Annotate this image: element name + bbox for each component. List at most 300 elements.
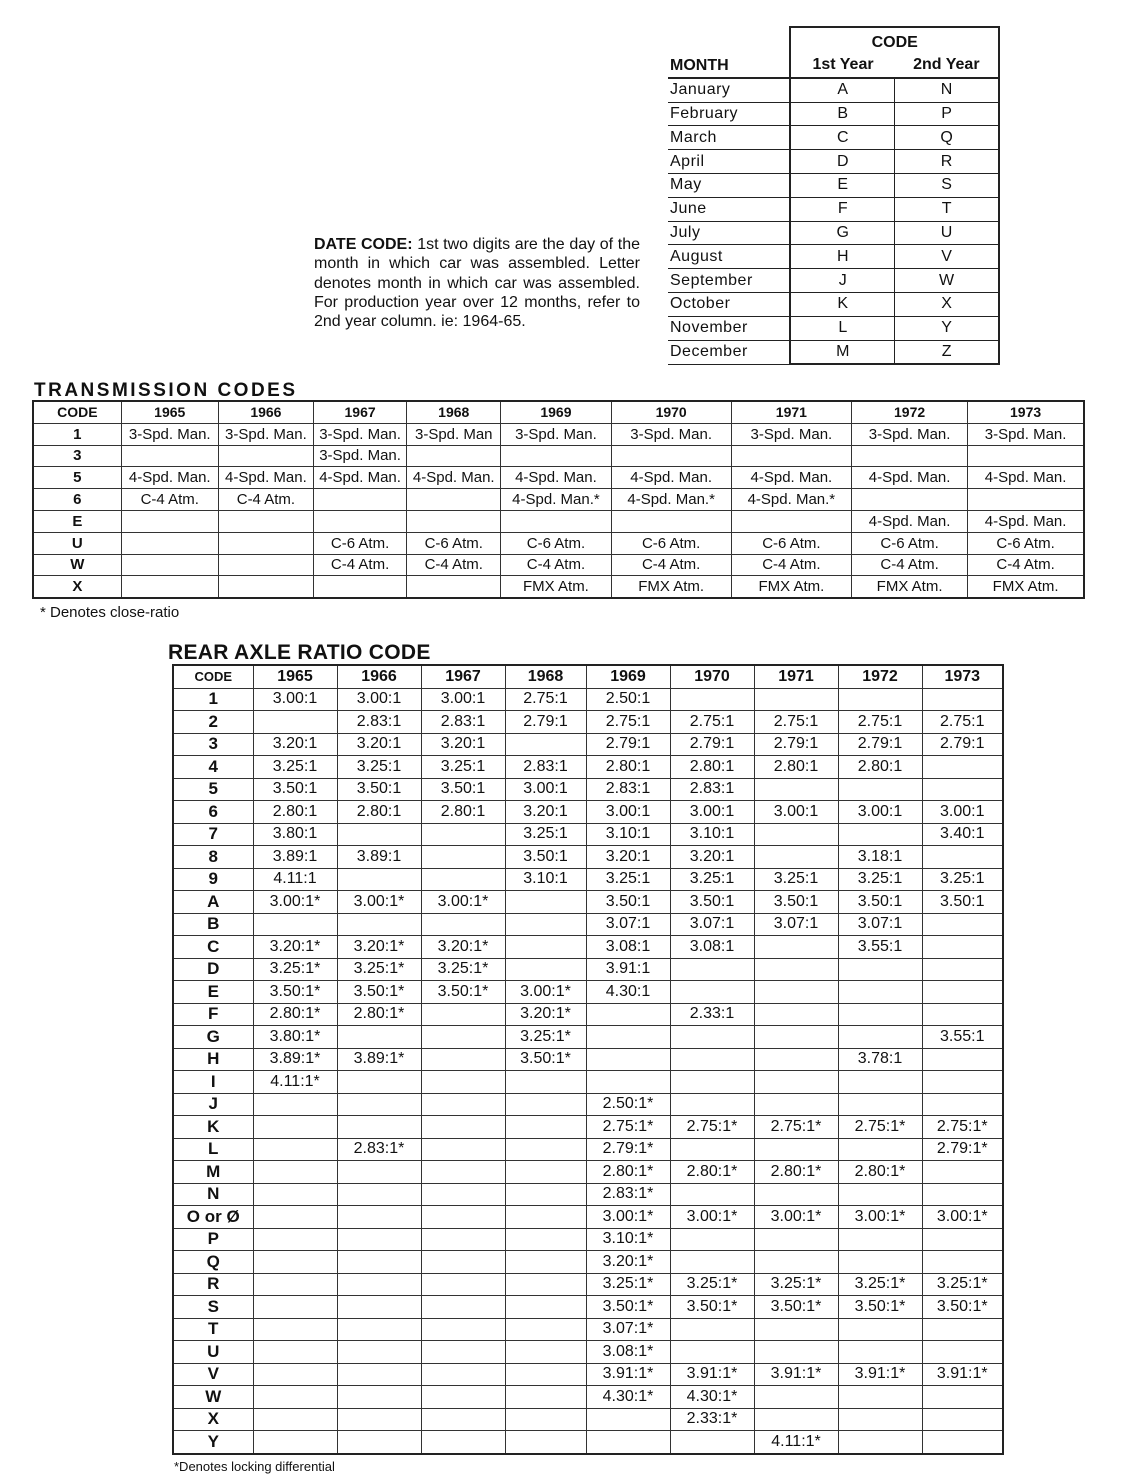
rear-axle-year-header: 1967 xyxy=(421,665,505,688)
rear-axle-value-cell: 2.79:1 xyxy=(754,733,838,756)
first-year-code: G xyxy=(790,221,894,245)
rear-axle-code-cell: U xyxy=(173,1341,253,1364)
rear-axle-value-cell: 3.91:1* xyxy=(922,1363,1003,1386)
rear-axle-value-cell: 2.80:1 xyxy=(253,801,337,824)
rear-axle-value-cell: 3.20:1 xyxy=(505,801,586,824)
rear-axle-value-cell: 2.75:1* xyxy=(754,1116,838,1139)
rear-axle-row xyxy=(173,1026,1003,1049)
transmission-value-cell: 3-Spd. Man. xyxy=(851,423,967,445)
transmission-code-cell: W xyxy=(33,554,121,576)
rear-axle-value-cell: 3.18:1 xyxy=(838,846,922,869)
rear-axle-value-cell: 2.75:1 xyxy=(670,711,754,734)
rear-axle-code-cell: Q xyxy=(173,1251,253,1274)
rear-axle-row xyxy=(173,1318,1003,1341)
rear-axle-value-cell xyxy=(253,1206,337,1229)
rear-axle-code-cell: F xyxy=(173,1003,253,1026)
rear-axle-code-cell: 1 xyxy=(173,688,253,711)
rear-axle-value-cell xyxy=(838,1071,922,1094)
rear-axle-value-cell xyxy=(505,1183,586,1206)
rear-axle-value-cell xyxy=(505,1071,586,1094)
rear-axle-row xyxy=(173,733,1003,756)
transmission-row xyxy=(33,489,1084,511)
second-year-column-header: 2nd Year xyxy=(895,54,999,78)
rear-axle-value-cell: 3.20:1* xyxy=(421,936,505,959)
rear-axle-value-cell: 2.79:1 xyxy=(922,733,1003,756)
second-year-code: P xyxy=(895,102,999,126)
transmission-value-cell: C-6 Atm. xyxy=(501,532,611,554)
rear-axle-value-cell: 4.11:1* xyxy=(253,1071,337,1094)
month-row xyxy=(668,102,999,126)
month-row xyxy=(668,221,999,245)
rear-axle-value-cell: 3.00:1* xyxy=(337,891,421,914)
rear-axle-value-cell xyxy=(337,868,421,891)
rear-axle-value-cell: 2.80:1* xyxy=(754,1161,838,1184)
rear-axle-year-header: 1969 xyxy=(586,665,670,688)
rear-axle-value-cell: 3.50:1* xyxy=(253,981,337,1004)
rear-axle-value-cell: 2.80:1 xyxy=(670,756,754,779)
rear-axle-value-cell: 3.20:1* xyxy=(505,1003,586,1026)
rear-axle-value-cell: 3.20:1 xyxy=(253,733,337,756)
rear-axle-code-cell: 8 xyxy=(173,846,253,869)
month-name: March xyxy=(668,126,790,150)
transmission-value-cell: C-6 Atm. xyxy=(407,532,501,554)
rear-axle-value-cell xyxy=(754,1138,838,1161)
rear-axle-value-cell xyxy=(586,1431,670,1454)
rear-axle-value-cell xyxy=(754,981,838,1004)
rear-axle-row xyxy=(173,868,1003,891)
transmission-value-cell xyxy=(314,489,407,511)
rear-axle-value-cell: 3.10:1 xyxy=(586,823,670,846)
rear-axle-year-header: 1968 xyxy=(505,665,586,688)
rear-axle-value-cell xyxy=(922,1048,1003,1071)
rear-axle-value-cell xyxy=(754,1003,838,1026)
date-code-note-text: 1st two digits are the day of the month in which car was assembled. Letter denotes month in which car was assembled. For production year over 12 months, refer to 2nd year column. ie: 1964-65. xyxy=(314,236,640,331)
rear-axle-value-cell: 3.00:1 xyxy=(754,801,838,824)
transmission-value-cell: FMX Atm. xyxy=(968,576,1084,598)
rear-axle-value-cell: 2.83:1* xyxy=(586,1183,670,1206)
rear-axle-value-cell xyxy=(421,1093,505,1116)
rear-axle-value-cell: 3.50:1* xyxy=(337,981,421,1004)
rear-axle-code-cell: N xyxy=(173,1183,253,1206)
rear-axle-value-cell: 2.80:1 xyxy=(838,756,922,779)
transmission-value-cell: 3-Spd. Man. xyxy=(501,423,611,445)
rear-axle-row xyxy=(173,1138,1003,1161)
transmission-footnote: * Denotes close-ratio xyxy=(40,604,180,621)
rear-axle-value-cell xyxy=(838,1408,922,1431)
rear-axle-value-cell: 2.50:1 xyxy=(586,688,670,711)
rear-axle-value-cell: 3.25:1* xyxy=(754,1273,838,1296)
rear-axle-code-cell: S xyxy=(173,1296,253,1319)
transmission-value-cell xyxy=(121,445,218,467)
month-name: June xyxy=(668,197,790,221)
rear-axle-value-cell xyxy=(754,1183,838,1206)
month-row xyxy=(668,173,999,197)
rear-axle-value-cell: 3.25:1* xyxy=(421,958,505,981)
rear-axle-value-cell xyxy=(253,1408,337,1431)
rear-axle-value-cell xyxy=(838,1251,922,1274)
second-year-code: N xyxy=(895,78,999,102)
transmission-row xyxy=(33,554,1084,576)
rear-axle-value-cell xyxy=(337,1093,421,1116)
rear-axle-value-cell xyxy=(421,846,505,869)
rear-axle-value-cell xyxy=(253,1296,337,1319)
second-year-code: U xyxy=(895,221,999,245)
rear-axle-value-cell xyxy=(505,936,586,959)
month-name: February xyxy=(668,102,790,126)
transmission-value-cell: 3-Spd. Man. xyxy=(968,423,1084,445)
transmission-code-cell: U xyxy=(33,532,121,554)
month-row xyxy=(668,340,999,364)
rear-axle-value-cell xyxy=(505,733,586,756)
rear-axle-row xyxy=(173,1116,1003,1139)
rear-axle-value-cell xyxy=(670,1251,754,1274)
rear-axle-value-cell: 3.00:1* xyxy=(421,891,505,914)
first-year-code: F xyxy=(790,197,894,221)
rear-axle-value-cell xyxy=(586,1003,670,1026)
rear-axle-value-cell: 3.25:1 xyxy=(586,868,670,891)
rear-axle-header-row xyxy=(173,665,1003,688)
transmission-value-cell xyxy=(218,532,313,554)
second-year-code: R xyxy=(895,150,999,174)
rear-axle-row xyxy=(173,1273,1003,1296)
rear-axle-value-cell: 3.00:1* xyxy=(586,1206,670,1229)
rear-axle-code-cell: H xyxy=(173,1048,253,1071)
transmission-value-cell: FMX Atm. xyxy=(501,576,611,598)
rear-axle-value-cell xyxy=(421,1341,505,1364)
rear-axle-value-cell xyxy=(838,1026,922,1049)
rear-axle-value-cell xyxy=(505,1318,586,1341)
rear-axle-value-cell xyxy=(337,913,421,936)
transmission-value-cell: C-4 Atm. xyxy=(731,554,851,576)
second-year-code: T xyxy=(895,197,999,221)
transmission-value-cell: 3-Spd. Man. xyxy=(121,423,218,445)
transmission-value-cell xyxy=(121,532,218,554)
rear-axle-value-cell: 2.79:1 xyxy=(505,711,586,734)
rear-axle-value-cell: 3.50:1* xyxy=(922,1296,1003,1319)
rear-axle-value-cell xyxy=(922,913,1003,936)
transmission-value-cell xyxy=(314,510,407,532)
transmission-value-cell xyxy=(611,445,731,467)
second-year-code: Y xyxy=(895,316,999,340)
rear-axle-ratio-table xyxy=(172,664,1004,1455)
transmission-value-cell: 4-Spd. Man. xyxy=(731,467,851,489)
rear-axle-year-header: 1970 xyxy=(670,665,754,688)
rear-axle-code-cell: E xyxy=(173,981,253,1004)
rear-axle-value-cell xyxy=(922,1071,1003,1094)
second-year-code: Z xyxy=(895,340,999,364)
transmission-row xyxy=(33,423,1084,445)
rear-axle-value-cell: 3.00:1* xyxy=(505,981,586,1004)
rear-axle-value-cell: 3.80:1* xyxy=(253,1026,337,1049)
transmission-value-cell: C-6 Atm. xyxy=(611,532,731,554)
first-year-code: H xyxy=(790,245,894,269)
transmission-value-cell xyxy=(731,510,851,532)
transmission-value-cell xyxy=(314,576,407,598)
transmission-value-cell: C-4 Atm. xyxy=(611,554,731,576)
rear-axle-value-cell xyxy=(922,1318,1003,1341)
rear-axle-value-cell: 3.50:1 xyxy=(922,891,1003,914)
rear-axle-value-cell xyxy=(505,1273,586,1296)
rear-axle-value-cell xyxy=(670,981,754,1004)
rear-axle-value-cell: 2.83:1 xyxy=(586,778,670,801)
rear-axle-value-cell xyxy=(838,1386,922,1409)
rear-axle-value-cell: 2.79:1 xyxy=(670,733,754,756)
rear-axle-value-cell xyxy=(505,1206,586,1229)
rear-axle-value-cell xyxy=(754,958,838,981)
rear-axle-value-cell: 3.07:1 xyxy=(670,913,754,936)
rear-axle-value-cell xyxy=(754,688,838,711)
rear-axle-value-cell xyxy=(922,1251,1003,1274)
rear-axle-value-cell: 3.20:1* xyxy=(253,936,337,959)
rear-axle-value-cell xyxy=(337,1363,421,1386)
rear-axle-value-cell xyxy=(838,1431,922,1454)
rear-axle-value-cell xyxy=(337,1116,421,1139)
rear-axle-row xyxy=(173,1386,1003,1409)
transmission-value-cell: 4-Spd. Man. xyxy=(851,510,967,532)
rear-axle-value-cell: 3.50:1 xyxy=(586,891,670,914)
date-code-note-label: DATE CODE: xyxy=(314,236,413,253)
rear-axle-value-cell xyxy=(838,1183,922,1206)
rear-axle-value-cell xyxy=(337,823,421,846)
rear-axle-value-cell: 3.10:1* xyxy=(586,1228,670,1251)
rear-axle-value-cell xyxy=(421,1183,505,1206)
rear-axle-value-cell xyxy=(922,688,1003,711)
second-year-code: X xyxy=(895,292,999,316)
rear-axle-footnote: *Denotes locking differential xyxy=(174,1459,335,1474)
rear-axle-value-cell xyxy=(670,1071,754,1094)
rear-axle-code-cell: I xyxy=(173,1071,253,1094)
rear-axle-row xyxy=(173,1296,1003,1319)
rear-axle-code-cell: J xyxy=(173,1093,253,1116)
rear-axle-value-cell xyxy=(253,1251,337,1274)
rear-axle-year-header: 1966 xyxy=(337,665,421,688)
rear-axle-value-cell: 3.00:1 xyxy=(253,688,337,711)
rear-axle-value-cell xyxy=(421,1251,505,1274)
rear-axle-value-cell: 3.08:1 xyxy=(670,936,754,959)
rear-axle-code-cell: 6 xyxy=(173,801,253,824)
rear-axle-value-cell xyxy=(505,1386,586,1409)
transmission-codes-title: TRANSMISSION CODES xyxy=(34,380,298,401)
transmission-value-cell: 4-Spd. Man.* xyxy=(501,489,611,511)
rear-axle-row xyxy=(173,846,1003,869)
rear-axle-value-cell xyxy=(253,1318,337,1341)
rear-axle-value-cell xyxy=(838,1093,922,1116)
rear-axle-value-cell xyxy=(505,1093,586,1116)
rear-axle-value-cell xyxy=(505,958,586,981)
transmission-code-cell: 5 xyxy=(33,467,121,489)
rear-axle-value-cell xyxy=(421,1003,505,1026)
rear-axle-value-cell: 3.25:1* xyxy=(586,1273,670,1296)
rear-axle-value-cell xyxy=(505,1431,586,1454)
rear-axle-value-cell xyxy=(754,846,838,869)
transmission-value-cell: 4-Spd. Man.* xyxy=(731,489,851,511)
rear-axle-value-cell: 3.07:1* xyxy=(586,1318,670,1341)
month-name: September xyxy=(668,269,790,293)
rear-axle-row xyxy=(173,1363,1003,1386)
rear-axle-value-cell xyxy=(337,1296,421,1319)
rear-axle-value-cell: 3.80:1 xyxy=(253,823,337,846)
rear-axle-value-cell: 3.50:1* xyxy=(505,1048,586,1071)
rear-axle-value-cell xyxy=(505,1251,586,1274)
transmission-row xyxy=(33,510,1084,532)
rear-axle-value-cell: 3.00:1 xyxy=(421,688,505,711)
date-code-note xyxy=(314,235,640,331)
rear-axle-code-cell: 4 xyxy=(173,756,253,779)
rear-axle-value-cell: 2.50:1* xyxy=(586,1093,670,1116)
month-name: October xyxy=(668,292,790,316)
rear-axle-value-cell xyxy=(922,936,1003,959)
rear-axle-value-cell xyxy=(421,1116,505,1139)
rear-axle-year-header: 1971 xyxy=(754,665,838,688)
rear-axle-value-cell xyxy=(754,1048,838,1071)
transmission-code-cell: X xyxy=(33,576,121,598)
first-year-code: B xyxy=(790,102,894,126)
rear-axle-row xyxy=(173,1071,1003,1094)
rear-axle-value-cell xyxy=(670,958,754,981)
rear-axle-value-cell xyxy=(754,1386,838,1409)
rear-axle-value-cell: 2.33:1* xyxy=(670,1408,754,1431)
rear-axle-value-cell: 2.75:1* xyxy=(670,1116,754,1139)
month-row xyxy=(668,197,999,221)
transmission-value-cell: 3-Spd. Man. xyxy=(218,423,313,445)
transmission-year-header: 1973 xyxy=(968,401,1084,423)
rear-axle-value-cell: 3.91:1* xyxy=(586,1363,670,1386)
rear-axle-value-cell xyxy=(505,1408,586,1431)
rear-axle-value-cell: 2.80:1* xyxy=(670,1161,754,1184)
rear-axle-value-cell xyxy=(922,958,1003,981)
rear-axle-code-cell: 7 xyxy=(173,823,253,846)
rear-axle-row xyxy=(173,801,1003,824)
rear-axle-value-cell: 3.20:1* xyxy=(586,1251,670,1274)
month-column-header: MONTH xyxy=(668,27,790,78)
transmission-value-cell: 3-Spd. Man. xyxy=(611,423,731,445)
rear-axle-value-cell: 4.11:1 xyxy=(253,868,337,891)
transmission-table-body xyxy=(33,423,1084,598)
month-row xyxy=(668,269,999,293)
rear-axle-value-cell: 3.91:1* xyxy=(670,1363,754,1386)
rear-axle-value-cell xyxy=(337,1386,421,1409)
rear-axle-value-cell xyxy=(421,1161,505,1184)
transmission-value-cell: 4-Spd. Man. xyxy=(968,510,1084,532)
rear-axle-year-header: 1973 xyxy=(922,665,1003,688)
rear-axle-value-cell xyxy=(586,1408,670,1431)
transmission-value-cell xyxy=(407,510,501,532)
rear-axle-value-cell: 2.75:1* xyxy=(922,1116,1003,1139)
rear-axle-value-cell xyxy=(337,1206,421,1229)
rear-axle-value-cell xyxy=(922,1386,1003,1409)
transmission-value-cell: 4-Spd. Man. xyxy=(968,467,1084,489)
transmission-code-cell: E xyxy=(33,510,121,532)
rear-axle-row xyxy=(173,688,1003,711)
transmission-value-cell: C-4 Atm. xyxy=(218,489,313,511)
month-row xyxy=(668,126,999,150)
rear-axle-row xyxy=(173,891,1003,914)
rear-axle-row xyxy=(173,1183,1003,1206)
rear-axle-code-cell: P xyxy=(173,1228,253,1251)
rear-axle-value-cell: 2.80:1* xyxy=(838,1161,922,1184)
rear-axle-value-cell xyxy=(253,1183,337,1206)
rear-axle-value-cell xyxy=(670,1138,754,1161)
transmission-value-cell: 4-Spd. Man. xyxy=(611,467,731,489)
transmission-value-cell xyxy=(968,445,1084,467)
rear-axle-row xyxy=(173,936,1003,959)
rear-axle-code-cell: 9 xyxy=(173,868,253,891)
rear-axle-value-cell xyxy=(922,756,1003,779)
rear-axle-value-cell: 3.00:1 xyxy=(922,801,1003,824)
rear-axle-value-cell: 4.11:1* xyxy=(754,1431,838,1454)
rear-axle-value-cell xyxy=(838,1003,922,1026)
rear-axle-value-cell: 2.75:1* xyxy=(586,1116,670,1139)
rear-axle-value-cell xyxy=(337,1228,421,1251)
rear-axle-value-cell: 3.50:1 xyxy=(505,846,586,869)
rear-axle-code-cell: T xyxy=(173,1318,253,1341)
transmission-value-cell xyxy=(851,445,967,467)
transmission-value-cell xyxy=(407,489,501,511)
rear-axle-row xyxy=(173,1206,1003,1229)
rear-axle-value-cell xyxy=(253,1386,337,1409)
rear-axle-row xyxy=(173,1431,1003,1454)
transmission-value-cell xyxy=(968,489,1084,511)
transmission-year-header: 1970 xyxy=(611,401,731,423)
transmission-value-cell: 3-Spd. Man. xyxy=(314,445,407,467)
rear-axle-value-cell: 2.75:1 xyxy=(838,711,922,734)
rear-axle-value-cell xyxy=(754,1408,838,1431)
rear-axle-row xyxy=(173,778,1003,801)
rear-axle-row xyxy=(173,1093,1003,1116)
transmission-value-cell: FMX Atm. xyxy=(731,576,851,598)
rear-axle-value-cell: 2.83:1 xyxy=(505,756,586,779)
rear-axle-value-cell: 2.83:1 xyxy=(670,778,754,801)
transmission-value-cell xyxy=(121,576,218,598)
rear-axle-value-cell xyxy=(922,1341,1003,1364)
transmission-year-header: 1969 xyxy=(501,401,611,423)
code-column-header: CODE xyxy=(790,27,999,54)
rear-axle-value-cell xyxy=(586,1071,670,1094)
rear-axle-value-cell: 2.83:1 xyxy=(337,711,421,734)
transmission-value-cell xyxy=(218,445,313,467)
month-name: January xyxy=(668,78,790,102)
transmission-value-cell: C-6 Atm. xyxy=(731,532,851,554)
transmission-value-cell xyxy=(407,445,501,467)
transmission-value-cell: 4-Spd. Man. xyxy=(218,467,313,489)
rear-axle-value-cell xyxy=(337,1251,421,1274)
rear-axle-value-cell: 2.83:1 xyxy=(421,711,505,734)
rear-axle-value-cell: 3.25:1 xyxy=(337,756,421,779)
rear-axle-value-cell: 3.00:1 xyxy=(670,801,754,824)
rear-axle-value-cell xyxy=(337,1183,421,1206)
rear-axle-value-cell: 3.25:1 xyxy=(754,868,838,891)
transmission-value-cell xyxy=(501,510,611,532)
rear-axle-value-cell xyxy=(754,1341,838,1364)
transmission-value-cell: C-6 Atm. xyxy=(314,532,407,554)
rear-axle-row xyxy=(173,1161,1003,1184)
rear-axle-value-cell xyxy=(670,1183,754,1206)
rear-axle-row xyxy=(173,913,1003,936)
rear-axle-value-cell: 3.00:1* xyxy=(670,1206,754,1229)
rear-axle-value-cell: 3.25:1 xyxy=(922,868,1003,891)
month-row xyxy=(668,245,999,269)
rear-axle-code-cell: A xyxy=(173,891,253,914)
rear-axle-row xyxy=(173,1228,1003,1251)
rear-axle-value-cell xyxy=(922,846,1003,869)
rear-axle-value-cell: 3.50:1* xyxy=(670,1296,754,1319)
rear-axle-value-cell: 3.00:1 xyxy=(337,688,421,711)
rear-axle-value-cell xyxy=(253,711,337,734)
rear-axle-year-header: 1965 xyxy=(253,665,337,688)
rear-axle-value-cell xyxy=(586,1026,670,1049)
transmission-value-cell: 4-Spd. Man.* xyxy=(611,489,731,511)
transmission-value-cell xyxy=(851,489,967,511)
